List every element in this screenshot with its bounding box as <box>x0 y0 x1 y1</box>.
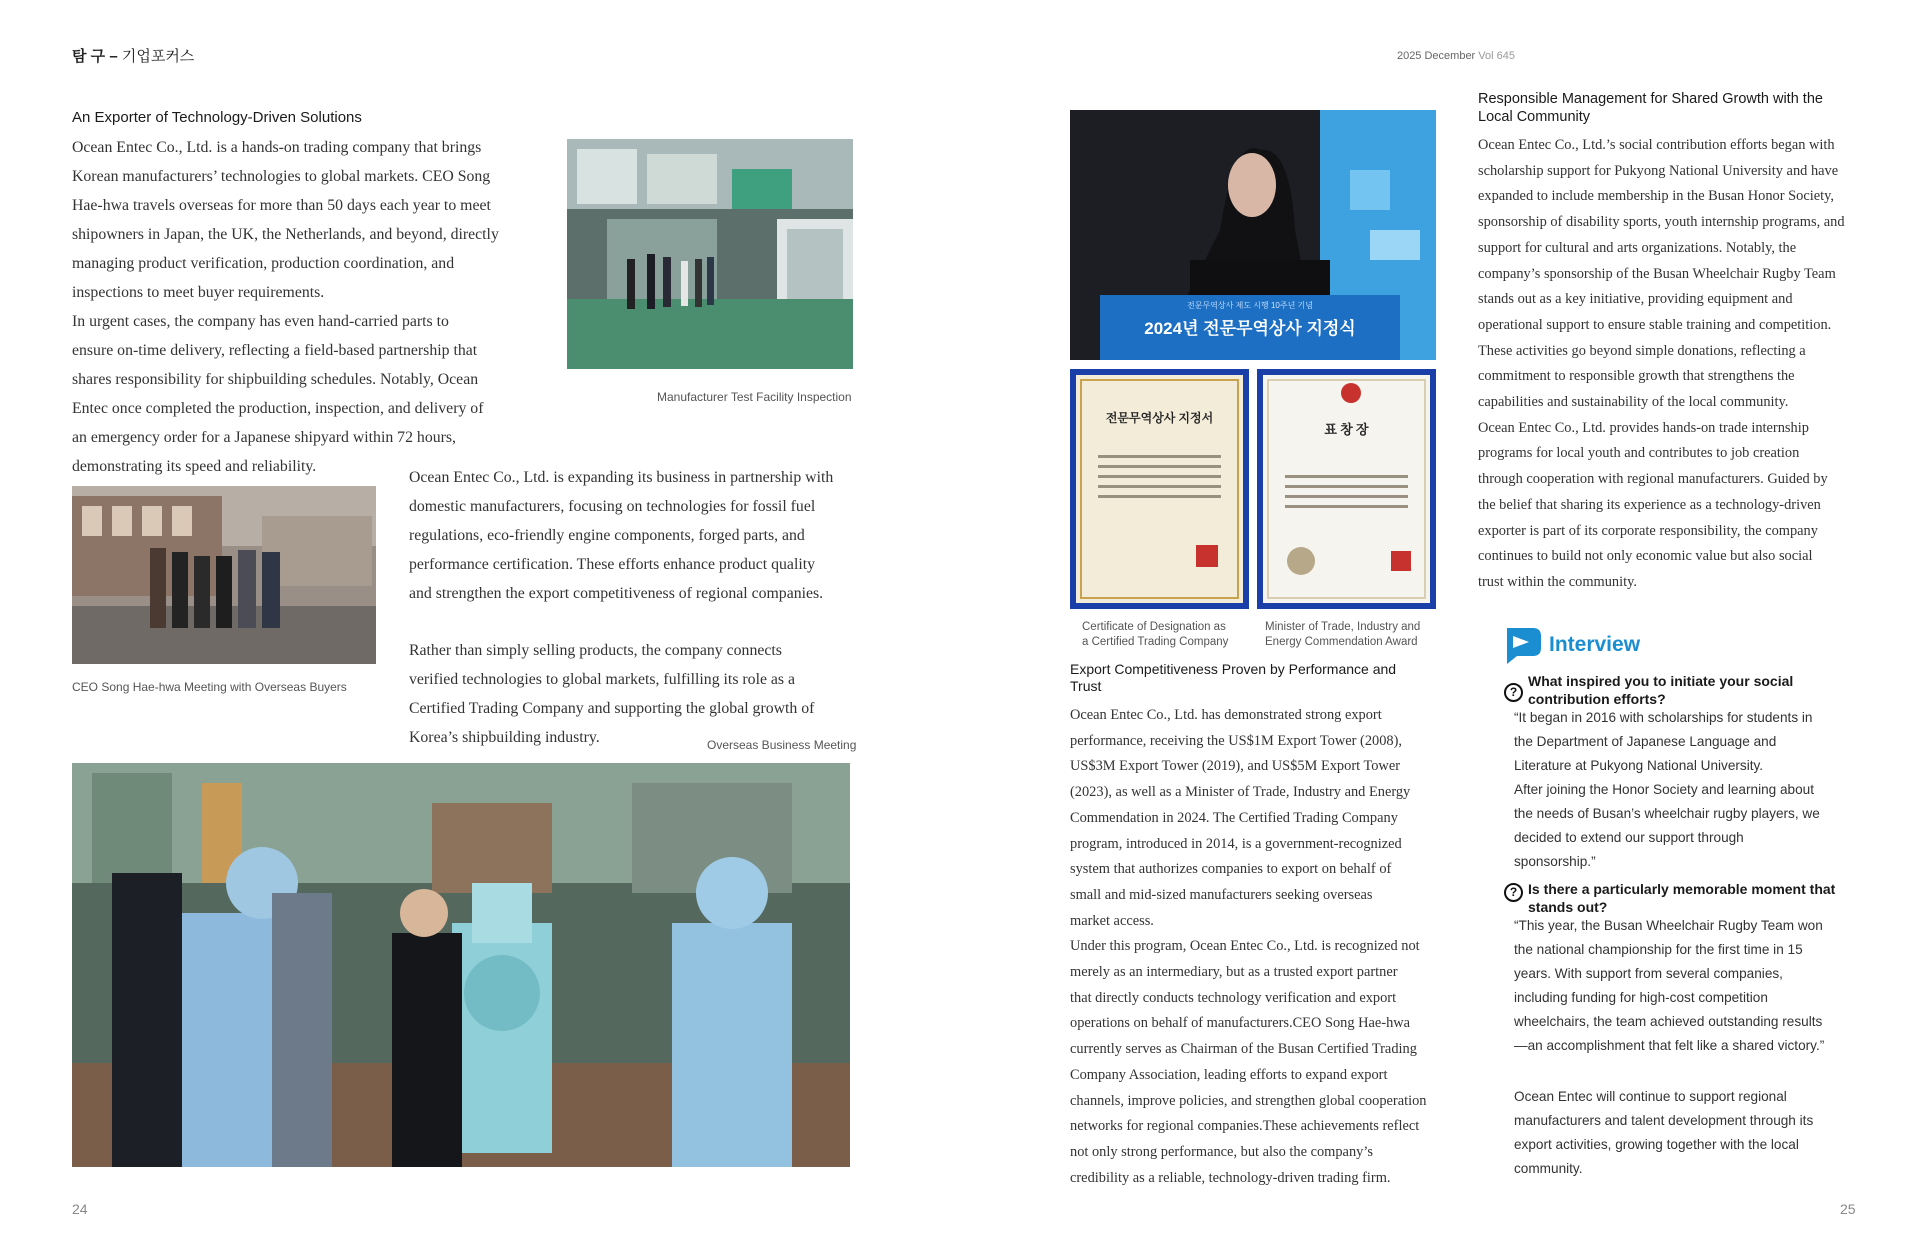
text-line: capabilities and sustainability of the local community. <box>1478 394 1789 411</box>
text-line: shipowners in Japan, the UK, the Netherlands, and beyond, directly <box>72 226 499 243</box>
banner-subtitle: 전문무역상사 제도 시행 10주년 기념 <box>1187 301 1313 310</box>
answer-line: Literature at Pukyong National University. <box>1514 758 1764 773</box>
answer-line: —an accomplishment that felt like a shared victory.” <box>1514 1038 1825 1053</box>
text-line: networks for regional companies.These achievements reflect <box>1070 1118 1420 1135</box>
closing-line: Ocean Entec will continue to support regional <box>1514 1089 1787 1104</box>
heading-line: Trust <box>1070 678 1102 694</box>
caption-line: a Certified Trading Company <box>1082 636 1229 648</box>
issue-volume: Vol 645 <box>1478 50 1515 62</box>
text-line: domestic manufacturers, focusing on technologies for fossil fuel <box>409 498 816 515</box>
text-line: channels, improve policies, and strengthen global cooperation <box>1070 1092 1427 1109</box>
text-line: Korean manufacturers’ technologies to global markets. CEO Song <box>72 168 491 185</box>
caption-business: Overseas Business Meeting <box>707 738 857 752</box>
para-intro <box>72 133 552 481</box>
interview-title: Interview <box>1549 633 1641 656</box>
text-line: regulations, eco-friendly engine components, forged parts, and <box>409 527 805 544</box>
question-line: stands out? <box>1528 899 1608 915</box>
answer-line: wheelchairs, the team achieved outstanding results <box>1514 1014 1823 1029</box>
heading-line: Responsible Management for Shared Growth with the <box>1478 91 1823 107</box>
interview-icon <box>1503 622 1543 664</box>
answer-line: the Department of Japanese Language and <box>1514 734 1777 749</box>
ceremony-speaker-photo <box>1070 110 1436 360</box>
text-line: Rather than simply selling products, the company connects <box>409 642 782 659</box>
para-export <box>1070 703 1480 1191</box>
text-line: system that authorizes companies to export on behalf of <box>1070 861 1392 878</box>
text-line: US$3M Export Tower (2019), and US$5M Export Tower <box>1070 758 1401 775</box>
para-responsible <box>1478 133 1903 596</box>
text-line: inspections to meet buyer requirements. <box>72 284 325 301</box>
question-line: Is there a particularly memorable moment that <box>1528 881 1836 897</box>
text-line: exporter is part of its corporate responsibility, the company <box>1478 522 1818 539</box>
text-line: company’s sponsorship of the Busan Wheelchair Rugby Team <box>1478 265 1836 282</box>
issue-date: 2025 December <box>1396 50 1476 62</box>
para-expansion <box>409 463 889 608</box>
text-line: support for cultural and arts organizations. Notably, the <box>1478 239 1797 256</box>
text-line: managing product verification, production coordination, and <box>72 255 455 272</box>
page-number-left: 24 <box>72 1201 88 1217</box>
text-line: Entec once completed the production, inspection, and delivery of <box>72 400 484 417</box>
para-connects <box>409 636 889 752</box>
text-line: merely as an intermediary, but as a trusted export partner <box>1070 964 1398 981</box>
question-icon: ? <box>1504 883 1523 902</box>
caption-certificate-commendation <box>1265 620 1420 650</box>
buyers-meeting-photo <box>72 486 376 664</box>
question-line: What inspired you to initiate your social <box>1528 673 1794 689</box>
text-line: verified technologies to global markets, fulfilling its role as a <box>409 671 796 688</box>
text-line: Ocean Entec Co., Ltd. provides hands-on trade internship <box>1478 419 1809 436</box>
issue-info <box>1397 50 1515 62</box>
text-line: programs for local youth and contributes to job creation <box>1478 445 1800 462</box>
heading-exporter: An Exporter of Technology-Driven Solutions <box>72 109 362 126</box>
emblem-icon <box>1341 383 1361 403</box>
text-line: (2023), as well as a Minister of Trade, Industry and Energy <box>1070 784 1411 801</box>
text-line: Company Association, leading efforts to expand export <box>1070 1066 1388 1083</box>
text-line: through cooperation with regional manufacturers. Guided by <box>1478 471 1828 488</box>
interview-question-1 <box>1528 672 1793 708</box>
interview-answer-2 <box>1514 914 1894 1058</box>
text-line: commitment to responsible growth that strengthens the <box>1478 368 1795 385</box>
caption-buyers: CEO Song Hae-hwa Meeting with Overseas Buyers <box>72 680 347 694</box>
text-line: scholarship support for Pukyong National University and have <box>1478 162 1839 179</box>
text-line: program, introduced in 2014, is a government-recognized <box>1070 835 1402 852</box>
answer-line: “It began in 2016 with scholarships for students in <box>1514 710 1813 725</box>
text-line: performance, receiving the US$1M Export Tower (2008), <box>1070 732 1403 749</box>
text-line: Hae-hwa travels overseas for more than 50 days each year to meet <box>72 197 491 214</box>
question-line: contribution efforts? <box>1528 691 1666 707</box>
answer-line: sponsorship.” <box>1514 854 1596 869</box>
text-line: market access. <box>1070 912 1154 929</box>
section-header <box>72 45 194 66</box>
caption-factory: Manufacturer Test Facility Inspection <box>657 390 852 404</box>
heading-responsible-management <box>1478 90 1823 126</box>
heading-line: Export Competitiveness Proven by Performance and <box>1070 661 1397 677</box>
section-label: 탐 구 – <box>72 48 118 65</box>
closing-line: export activities, growing together with the local <box>1514 1137 1799 1152</box>
caption-certificate-designation <box>1082 620 1228 650</box>
certificate-designation <box>1070 369 1249 609</box>
seal-icon <box>1287 547 1315 575</box>
caption-line: Energy Commendation Award <box>1265 636 1418 648</box>
text-line: In urgent cases, the company has even hand-carried parts to <box>72 313 449 330</box>
text-line: Under this program, Ocean Entec Co., Ltd. is recognized not <box>1070 938 1420 955</box>
text-line: and strengthen the export competitiveness of regional companies. <box>409 585 824 602</box>
answer-line: including funding for high-cost competition <box>1514 990 1768 1005</box>
text-line: Korea’s shipbuilding industry. <box>409 729 600 746</box>
text-line: demonstrating its speed and reliability. <box>72 458 317 475</box>
text-line: Ocean Entec Co., Ltd.’s social contribution efforts began with <box>1478 137 1835 153</box>
heading-line: Local Community <box>1478 109 1591 125</box>
text-line: operations on behalf of manufacturers.CEO Song Hae-hwa <box>1070 1015 1411 1032</box>
text-line: trust within the community. <box>1478 573 1637 590</box>
text-line: currently serves as Chairman of the Busan Certified Trading <box>1070 1041 1417 1058</box>
certificate-commendation-title: 표 창 장 <box>1324 422 1369 437</box>
question-icon: ? <box>1504 683 1523 702</box>
text-line: small and mid-sized manufacturers seeking overseas <box>1070 886 1373 903</box>
answer-line: decided to extend our support through <box>1514 830 1744 845</box>
text-line: not only strong performance, but also the company’s <box>1070 1143 1373 1160</box>
text-line: the belief that sharing its experience as a technology-driven <box>1478 496 1821 513</box>
closing-line: community. <box>1514 1161 1583 1176</box>
text-line: credibility as a reliable, technology-driven trading firm. <box>1070 1169 1391 1186</box>
certificate-commendation <box>1257 369 1436 609</box>
text-line: shares responsibility for shipbuilding schedules. Notably, Ocean <box>72 371 479 388</box>
text-line: Ocean Entec Co., Ltd. is expanding its business in partnership with <box>409 469 834 486</box>
answer-line: years. With support from several companies, <box>1514 966 1783 981</box>
section-sub-label: 기업포커스 <box>121 48 195 65</box>
text-line: that directly conducts technology verification and export <box>1070 989 1397 1006</box>
business-meeting-photo <box>72 763 850 1167</box>
text-line: performance certification. These efforts enhance product quality <box>409 556 816 573</box>
answer-line: the needs of Busan’s wheelchair rugby players, we <box>1514 806 1820 821</box>
page-number-right: 25 <box>1840 1201 1856 1217</box>
text-line: Ocean Entec Co., Ltd. has demonstrated strong export <box>1070 707 1382 723</box>
text-line: operational support to ensure stable training and competition. <box>1478 316 1832 333</box>
text-line: expanded to include membership in the Busan Honor Society, <box>1478 188 1834 205</box>
answer-line: “This year, the Busan Wheelchair Rugby Team won <box>1514 918 1823 933</box>
text-line: an emergency order for a Japanese shipyard within 72 hours, <box>72 429 456 446</box>
factory-test-photo <box>567 139 853 369</box>
interview-closing <box>1514 1085 1894 1181</box>
text-line: Certified Trading Company and supporting the global growth of <box>409 700 815 717</box>
certificate-designation-title: 전문무역상사 지정서 <box>1105 411 1214 425</box>
text-line: Ocean Entec Co., Ltd. is a hands-on trading company that brings <box>72 139 482 156</box>
interview-answer-1 <box>1514 706 1894 874</box>
text-line: sponsorship of disability sports, youth internship programs, and <box>1478 214 1845 231</box>
answer-line: After joining the Honor Society and learning about <box>1514 782 1815 797</box>
interview-question-2 <box>1528 880 1835 916</box>
text-line: These activities go beyond simple donations, reflecting a <box>1478 342 1806 359</box>
text-line: stands out as a key initiative, providing equipment and <box>1478 291 1793 308</box>
caption-line: Minister of Trade, Industry and <box>1265 621 1421 633</box>
text-line: continues to build not only economic value but also social <box>1478 548 1813 565</box>
text-line: ensure on-time delivery, reflecting a field-based partnership that <box>72 342 478 359</box>
banner-title: 2024년 전문무역상사 지정식 <box>1144 319 1356 338</box>
heading-export-competitiveness <box>1070 661 1396 695</box>
closing-line: manufacturers and talent development through its <box>1514 1113 1814 1128</box>
caption-line: Certificate of Designation as <box>1082 621 1226 633</box>
answer-line: the national championship for the first time in 15 <box>1514 942 1803 957</box>
text-line: Commendation in 2024. The Certified Trading Company <box>1070 809 1398 826</box>
